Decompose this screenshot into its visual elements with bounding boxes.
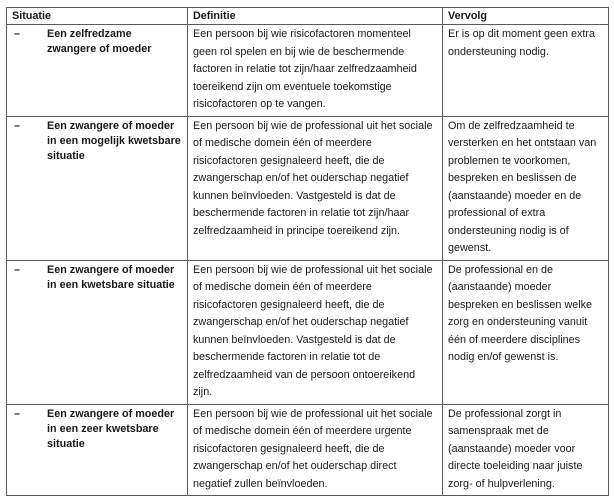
- header-situatie: Situatie: [7, 8, 188, 25]
- situation-table: [6, 7, 609, 496]
- situation-cell: [7, 116, 188, 260]
- definition-cell: Een persoon bij wie risicofactoren momenteel geen rol spelen en bij wie de beschermende factoren in relatie tot zijn/haar zelfredzaamheid toereikend zijn om eventuele toekomstige risicofactoren op te vangen.: [188, 25, 443, 117]
- bullet-dash: –: [14, 263, 21, 276]
- table-row: [7, 260, 609, 404]
- table-header-row: [7, 8, 609, 25]
- document-page: [6, 7, 608, 496]
- definition-cell: Een persoon bij wie de professional uit het sociale of medische domein één of meerdere urgente risicofactoren gesignaleerd heeft, die de zwangerschap en/of het ouderschap direct negatief zullen beïnvloeden.: [188, 404, 443, 496]
- situation-label: Een zwangere of moeder in een kwetsbare situatie: [47, 263, 175, 291]
- table-row: [7, 404, 609, 496]
- situation-cell: [7, 404, 188, 496]
- followup-cell: De professional en de (aanstaande) moeder bespreken en beslissen welke zorg en ondersteuning vanuit één of meerdere disciplines nodig en/of gewenst is.: [443, 260, 609, 404]
- situation-label: Een zelfredzame zwangere of moeder: [47, 28, 152, 55]
- definition-cell: Een persoon bij wie de professional uit het sociale of medische domein één of meerdere risicofactoren gesignaleerd heeft, die de zwangerschap en/of het ouderschap negatief kunnen beïnvloeden. Vastgesteld is dat de beschermende factoren in relatie tot de zelfredzaamheid van de persoon ontoereikend zijn.: [188, 260, 443, 404]
- table-row: [7, 25, 609, 117]
- header-definitie: Definitie: [188, 8, 443, 25]
- situation-label: Een zwangere of moeder in een zeer kwetsbare situatie: [47, 407, 175, 450]
- table-row: [7, 116, 609, 260]
- bullet-dash: –: [14, 407, 21, 420]
- bullet-dash: –: [14, 119, 21, 132]
- situation-label: Een zwangere of moeder in een mogelijk kwetsbare situatie: [47, 119, 181, 162]
- situation-cell: [7, 260, 188, 404]
- header-vervolg: Vervolg: [443, 8, 609, 25]
- definition-cell: Een persoon bij wie de professional uit het sociale of medische domein één of meerdere risicofactoren gesignaleerd heeft, die de zwangerschap en/of het ouderschap negatief kunnen beïnvloeden. Vastgesteld is dat de beschermende factoren in relatie tot zijn/haar zelfredzaamheid in principe toereikend zijn.: [188, 116, 443, 260]
- followup-cell: Om de zelfredzaamheid te versterken en het ontstaan van problemen te voorkomen, bespreken en beslissen de (aanstaande) moeder en de professional of extra ondersteuning nodig is of gewenst.: [443, 116, 609, 260]
- bullet-dash: –: [14, 28, 21, 40]
- followup-cell: Er is op dit moment geen extra ondersteuning nodig.: [443, 25, 609, 117]
- situation-cell: [7, 25, 188, 117]
- followup-cell: De professional zorgt in samenspraak met de (aanstaande) moeder voor directe toeleiding naar juiste zorg- of hulpverlening.: [443, 404, 609, 496]
